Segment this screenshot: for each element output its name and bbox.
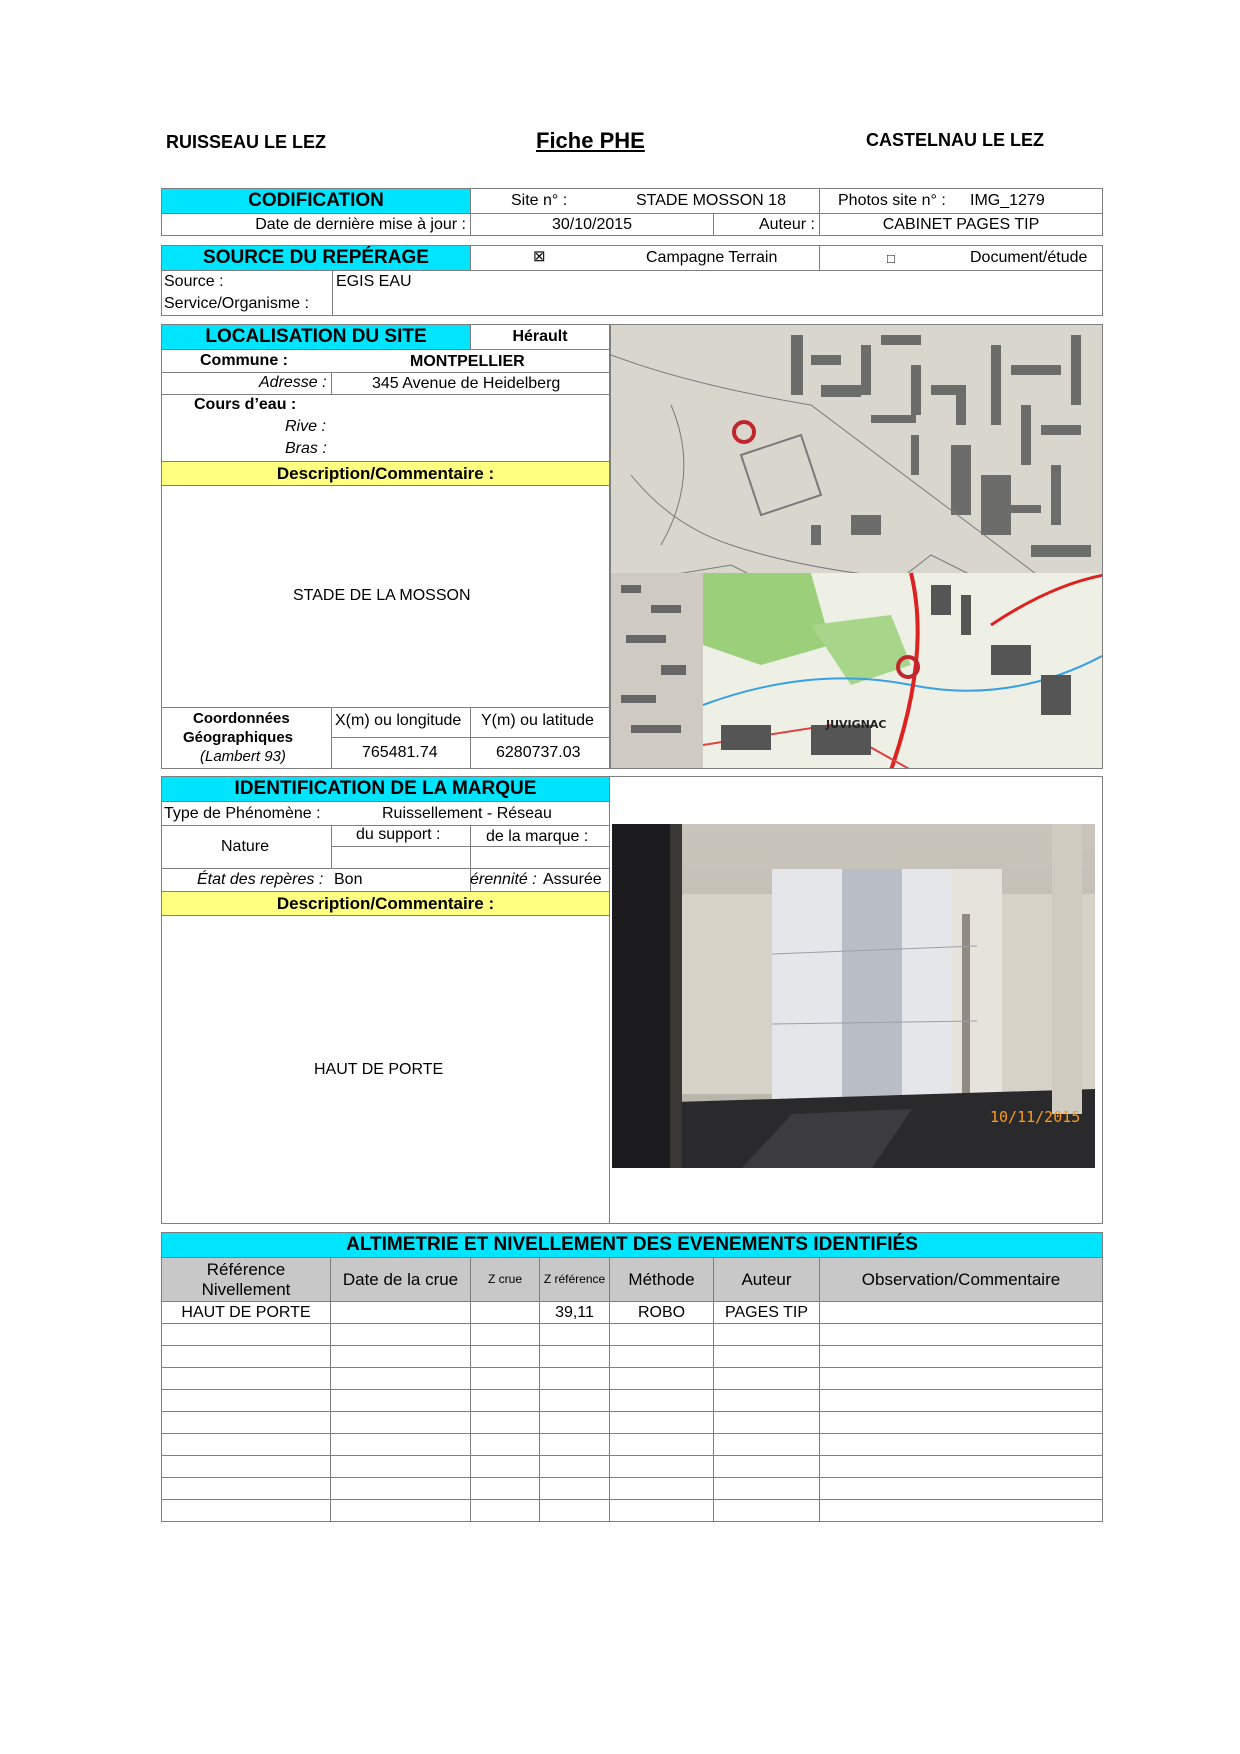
- source-details: [161, 270, 1103, 316]
- table-cell-empty: [609, 1411, 714, 1434]
- table-cell-empty: [161, 1411, 331, 1434]
- table-cell-empty: [713, 1411, 820, 1434]
- table-cell-empty: [330, 1345, 471, 1368]
- localisation-title: LOCALISATION DU SITE: [161, 324, 471, 350]
- table-cell-empty: [713, 1389, 820, 1412]
- date-value: 30/10/2015: [470, 213, 714, 236]
- table-cell-empty: [161, 1389, 331, 1412]
- table-cell-empty: [161, 1477, 331, 1500]
- table-cell-empty: [161, 1455, 331, 1478]
- divider: [470, 707, 471, 769]
- site-row: [470, 188, 820, 214]
- table-cell: [330, 1301, 471, 1324]
- table-cell: PAGES TIP: [713, 1301, 820, 1324]
- etat-value: Bon: [334, 871, 363, 888]
- adresse-value: 345 Avenue de Heidelberg: [372, 375, 561, 392]
- photos-value: IMG_1279: [970, 192, 1045, 209]
- perennite-label: érennité :: [470, 871, 537, 888]
- table-cell-empty: [470, 1389, 540, 1412]
- etat-label: État des repères :: [197, 871, 324, 888]
- table-cell-empty: [609, 1345, 714, 1368]
- table-cell-empty: [539, 1367, 610, 1390]
- site-value: STADE MOSSON 18: [636, 192, 786, 209]
- door-photo-image: [612, 824, 1095, 1168]
- table-cell: 39,11: [539, 1301, 610, 1324]
- table-cell-empty: [819, 1345, 1103, 1368]
- x-coord-value: 765481.74: [362, 744, 438, 761]
- y-coord-label: Y(m) ou latitude: [481, 712, 594, 729]
- bras-label: Bras :: [285, 440, 327, 457]
- cadastral-map-image: [611, 325, 1103, 769]
- table-cell-empty: [330, 1389, 471, 1412]
- table-cell-empty: [470, 1345, 540, 1368]
- document-etude-label: Document/étude: [970, 249, 1088, 266]
- table-cell-empty: [330, 1411, 471, 1434]
- support-label: du support :: [356, 826, 441, 843]
- table-cell-empty: [539, 1411, 610, 1434]
- table-cell-empty: [609, 1367, 714, 1390]
- table-cell-empty: [713, 1455, 820, 1478]
- table-cell: [470, 1301, 540, 1324]
- river-name: RUISSEAU LE LEZ: [166, 132, 327, 152]
- table-cell-empty: [161, 1499, 331, 1522]
- table-cell-empty: [539, 1477, 610, 1500]
- type-phenomene-label: Type de Phénomène :: [164, 805, 321, 822]
- marque-label: de la marque :: [486, 828, 589, 845]
- page-title: Fiche PHE: [536, 128, 645, 153]
- table-cell-empty: [609, 1433, 714, 1456]
- table-cell-empty: [609, 1477, 714, 1500]
- adresse-label: Adresse :: [259, 374, 327, 391]
- coord-label-2: Géographiques: [183, 729, 294, 746]
- table-cell-empty: [819, 1323, 1103, 1346]
- table-cell-empty: [609, 1499, 714, 1522]
- table-cell-empty: [330, 1477, 471, 1500]
- table-cell-empty: [609, 1389, 714, 1412]
- table-cell-empty: [819, 1455, 1103, 1478]
- nature-label: Nature: [221, 838, 270, 855]
- table-cell: HAUT DE PORTE: [161, 1301, 331, 1324]
- table-cell-empty: [609, 1455, 714, 1478]
- identification-desc-title: Description/Commentaire :: [161, 891, 610, 916]
- service-value: EGIS EAU: [336, 273, 412, 290]
- localisation-desc-title: Description/Commentaire :: [161, 461, 610, 486]
- table-cell-empty: [330, 1367, 471, 1390]
- table-cell-empty: [819, 1433, 1103, 1456]
- table-cell-empty: [161, 1323, 331, 1346]
- table-cell-empty: [819, 1499, 1103, 1522]
- table-cell-empty: [330, 1433, 471, 1456]
- table-cell-empty: [819, 1411, 1103, 1434]
- date-label: Date de dernière mise à jour :: [161, 213, 471, 236]
- table-cell: ROBO: [609, 1301, 714, 1324]
- divider: [332, 271, 333, 315]
- table-cell-empty: [161, 1367, 331, 1390]
- campagne-terrain-option: [470, 245, 820, 271]
- checkbox-checked-icon: ⊠: [533, 248, 546, 265]
- photos-label: Photos site n° :: [838, 192, 946, 209]
- site-label: Site n° :: [511, 192, 568, 209]
- table-cell-empty: [470, 1367, 540, 1390]
- table-cell-empty: [539, 1499, 610, 1522]
- source-title: SOURCE DU REPÉRAGE: [161, 245, 471, 271]
- divider: [161, 707, 610, 708]
- table-cell-empty: [539, 1389, 610, 1412]
- col-z-reference: Z référence: [539, 1257, 610, 1302]
- checkbox-empty-icon: □: [887, 250, 895, 266]
- table-cell-empty: [539, 1323, 610, 1346]
- divider: [331, 737, 610, 738]
- table-cell-empty: [713, 1367, 820, 1390]
- departement: Hérault: [470, 324, 610, 350]
- table-cell-empty: [819, 1477, 1103, 1500]
- divider: [161, 394, 610, 395]
- auteur-label: Auteur :: [713, 213, 820, 236]
- table-cell-empty: [609, 1323, 714, 1346]
- commune-name: CASTELNAU LE LEZ: [866, 130, 1044, 150]
- y-coord-value: 6280737.03: [496, 744, 581, 761]
- table-cell-empty: [470, 1433, 540, 1456]
- col-reference-nivellement: Référence Nivellement: [161, 1257, 331, 1302]
- table-cell-empty: [470, 1411, 540, 1434]
- col-z-crue: Z crue: [470, 1257, 540, 1302]
- site-photo: [612, 824, 1095, 1168]
- codification-title: CODIFICATION: [161, 188, 471, 214]
- table-cell-empty: [713, 1477, 820, 1500]
- table-cell-empty: [819, 1367, 1103, 1390]
- identification-desc-value: HAUT DE PORTE: [314, 1061, 444, 1078]
- identification-title: IDENTIFICATION DE LA MARQUE: [161, 776, 610, 802]
- type-phenomene-value: Ruissellement - Réseau: [382, 805, 552, 822]
- table-cell-empty: [713, 1499, 820, 1522]
- table-cell-empty: [539, 1455, 610, 1478]
- localisation-desc-value: STADE DE LA MOSSON: [293, 587, 471, 604]
- coord-label-3: (Lambert 93): [200, 748, 286, 765]
- divider: [609, 776, 610, 1224]
- table-cell-empty: [330, 1499, 471, 1522]
- table-cell-empty: [330, 1455, 471, 1478]
- photo-date-stamp: 10/11/2015: [990, 1108, 1081, 1126]
- service-label: Service/Organisme :: [164, 295, 309, 312]
- divider: [161, 868, 610, 869]
- table-cell-empty: [819, 1389, 1103, 1412]
- table-cell-empty: [330, 1323, 471, 1346]
- divider: [331, 707, 332, 769]
- auteur-value: CABINET PAGES TIP: [819, 213, 1103, 236]
- perennite-value: Assurée: [543, 871, 602, 888]
- table-cell-empty: [470, 1499, 540, 1522]
- photos-row: [819, 188, 1103, 214]
- col-methode: Méthode: [609, 1257, 714, 1302]
- col-observation: Observation/Commentaire: [819, 1257, 1103, 1302]
- table-cell-empty: [713, 1345, 820, 1368]
- table-cell-empty: [161, 1433, 331, 1456]
- table-cell-empty: [470, 1323, 540, 1346]
- col-auteur: Auteur: [713, 1257, 820, 1302]
- cours-eau-label: Cours d’eau :: [194, 396, 297, 413]
- table-cell: [819, 1301, 1103, 1324]
- table-cell-empty: [470, 1455, 540, 1478]
- table-cell-empty: [713, 1433, 820, 1456]
- table-cell-empty: [161, 1345, 331, 1368]
- divider: [331, 372, 332, 394]
- commune-label: Commune :: [200, 352, 288, 369]
- divider: [161, 372, 610, 373]
- table-cell-empty: [470, 1477, 540, 1500]
- table-cell-empty: [713, 1323, 820, 1346]
- campagne-terrain-label: Campagne Terrain: [646, 249, 778, 266]
- col-date-crue: Date de la crue: [330, 1257, 471, 1302]
- table-cell-empty: [539, 1433, 610, 1456]
- document-etude-option: [819, 245, 1103, 271]
- rive-label: Rive :: [285, 418, 326, 435]
- map-place-label: JUVIGNAC: [826, 718, 887, 731]
- table-cell-empty: [539, 1345, 610, 1368]
- source-label: Source :: [164, 273, 224, 290]
- x-coord-label: X(m) ou longitude: [335, 712, 462, 729]
- coord-label-1: Coordonnées: [193, 710, 290, 727]
- altimetrie-title: ALTIMETRIE ET NIVELLEMENT DES EVENEMENTS IDENTIFIÉS: [161, 1232, 1103, 1258]
- location-map: [610, 324, 1103, 769]
- divider: [331, 846, 610, 847]
- commune-value: MONTPELLIER: [410, 353, 525, 370]
